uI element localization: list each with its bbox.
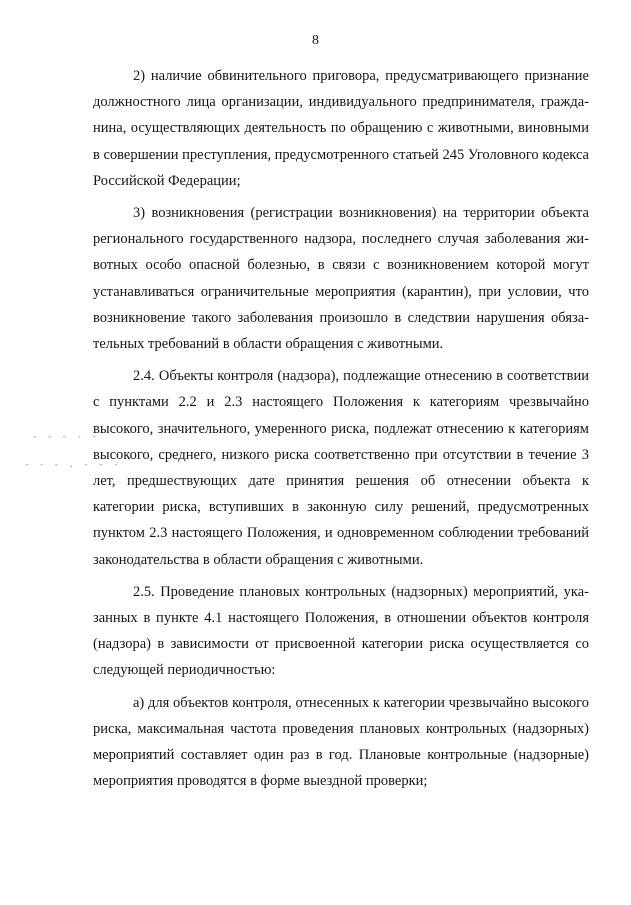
paragraph-2-4: 2.4. Объекты контроля (надзора), подлежащие отнесению в соответствии с пунктами 2.2 и 2.3 настоящего Положения к категориям чрезвычайно высокого, значительного, умеренного риска, подлежат отнесению к категориям высокого, среднего, низкого риска соответственно при отсутствии в течение 3 лет, предшествующих дате принятия решения об отнесении объекта к категории риска, вступивших в законную силу решений, предусмотренных пунктом 2.3 настоящего Положения, и одновременном соблюдении требований законодательства в области обращения с животными. <box>93 368 589 568</box>
scan-artifact: - - - - - <box>32 432 99 442</box>
document-body <box>93 63 589 800</box>
paragraph-item-3: 3) возникновения (регистрации возникновения) на территории объекта регионального государственного надзора, последнего случая заболевания животных особо опасной болезнью, в связи с возникновением которой могут устанавливаться ограничительные мероприятия (карантин), при условии, что возникновение такого заболевания произошло в следствии нарушения обязательных требований в области обращения с животными. <box>93 205 589 353</box>
paragraph-item-2: 2) наличие обвинительного приговора, предусматривающего признание должностного лица организации, индивидуального предпринимателя, гражданина, осуществляющих деятельность по обращению с животными, виновными в совершении преступления, предусмотренного статьей 245 Уголовного кодекса Российской Федерации; <box>93 68 589 189</box>
paragraph-2-5: 2.5. Проведение плановых контрольных (надзорных) мероприятий, указанных в пункте 4.1 настоящего Положения, в отношении объектов контроля (надзора) в зависимости от присвоенной категории риска осуществляется со следующей периодичностью: <box>93 583 589 679</box>
paragraph-item-a: а) для объектов контроля, отнесенных к категории чрезвычайно высокого риска, максимальная частота проведения плановых контрольных (надзорных) мероприятий составляет один раз в год. Плановые контрольные (надзорные) мероприятия проводятся в форме выездной проверки; <box>93 694 589 790</box>
scan-artifact: - - - . - - - <box>24 460 121 470</box>
page-number: 8 <box>312 33 319 48</box>
